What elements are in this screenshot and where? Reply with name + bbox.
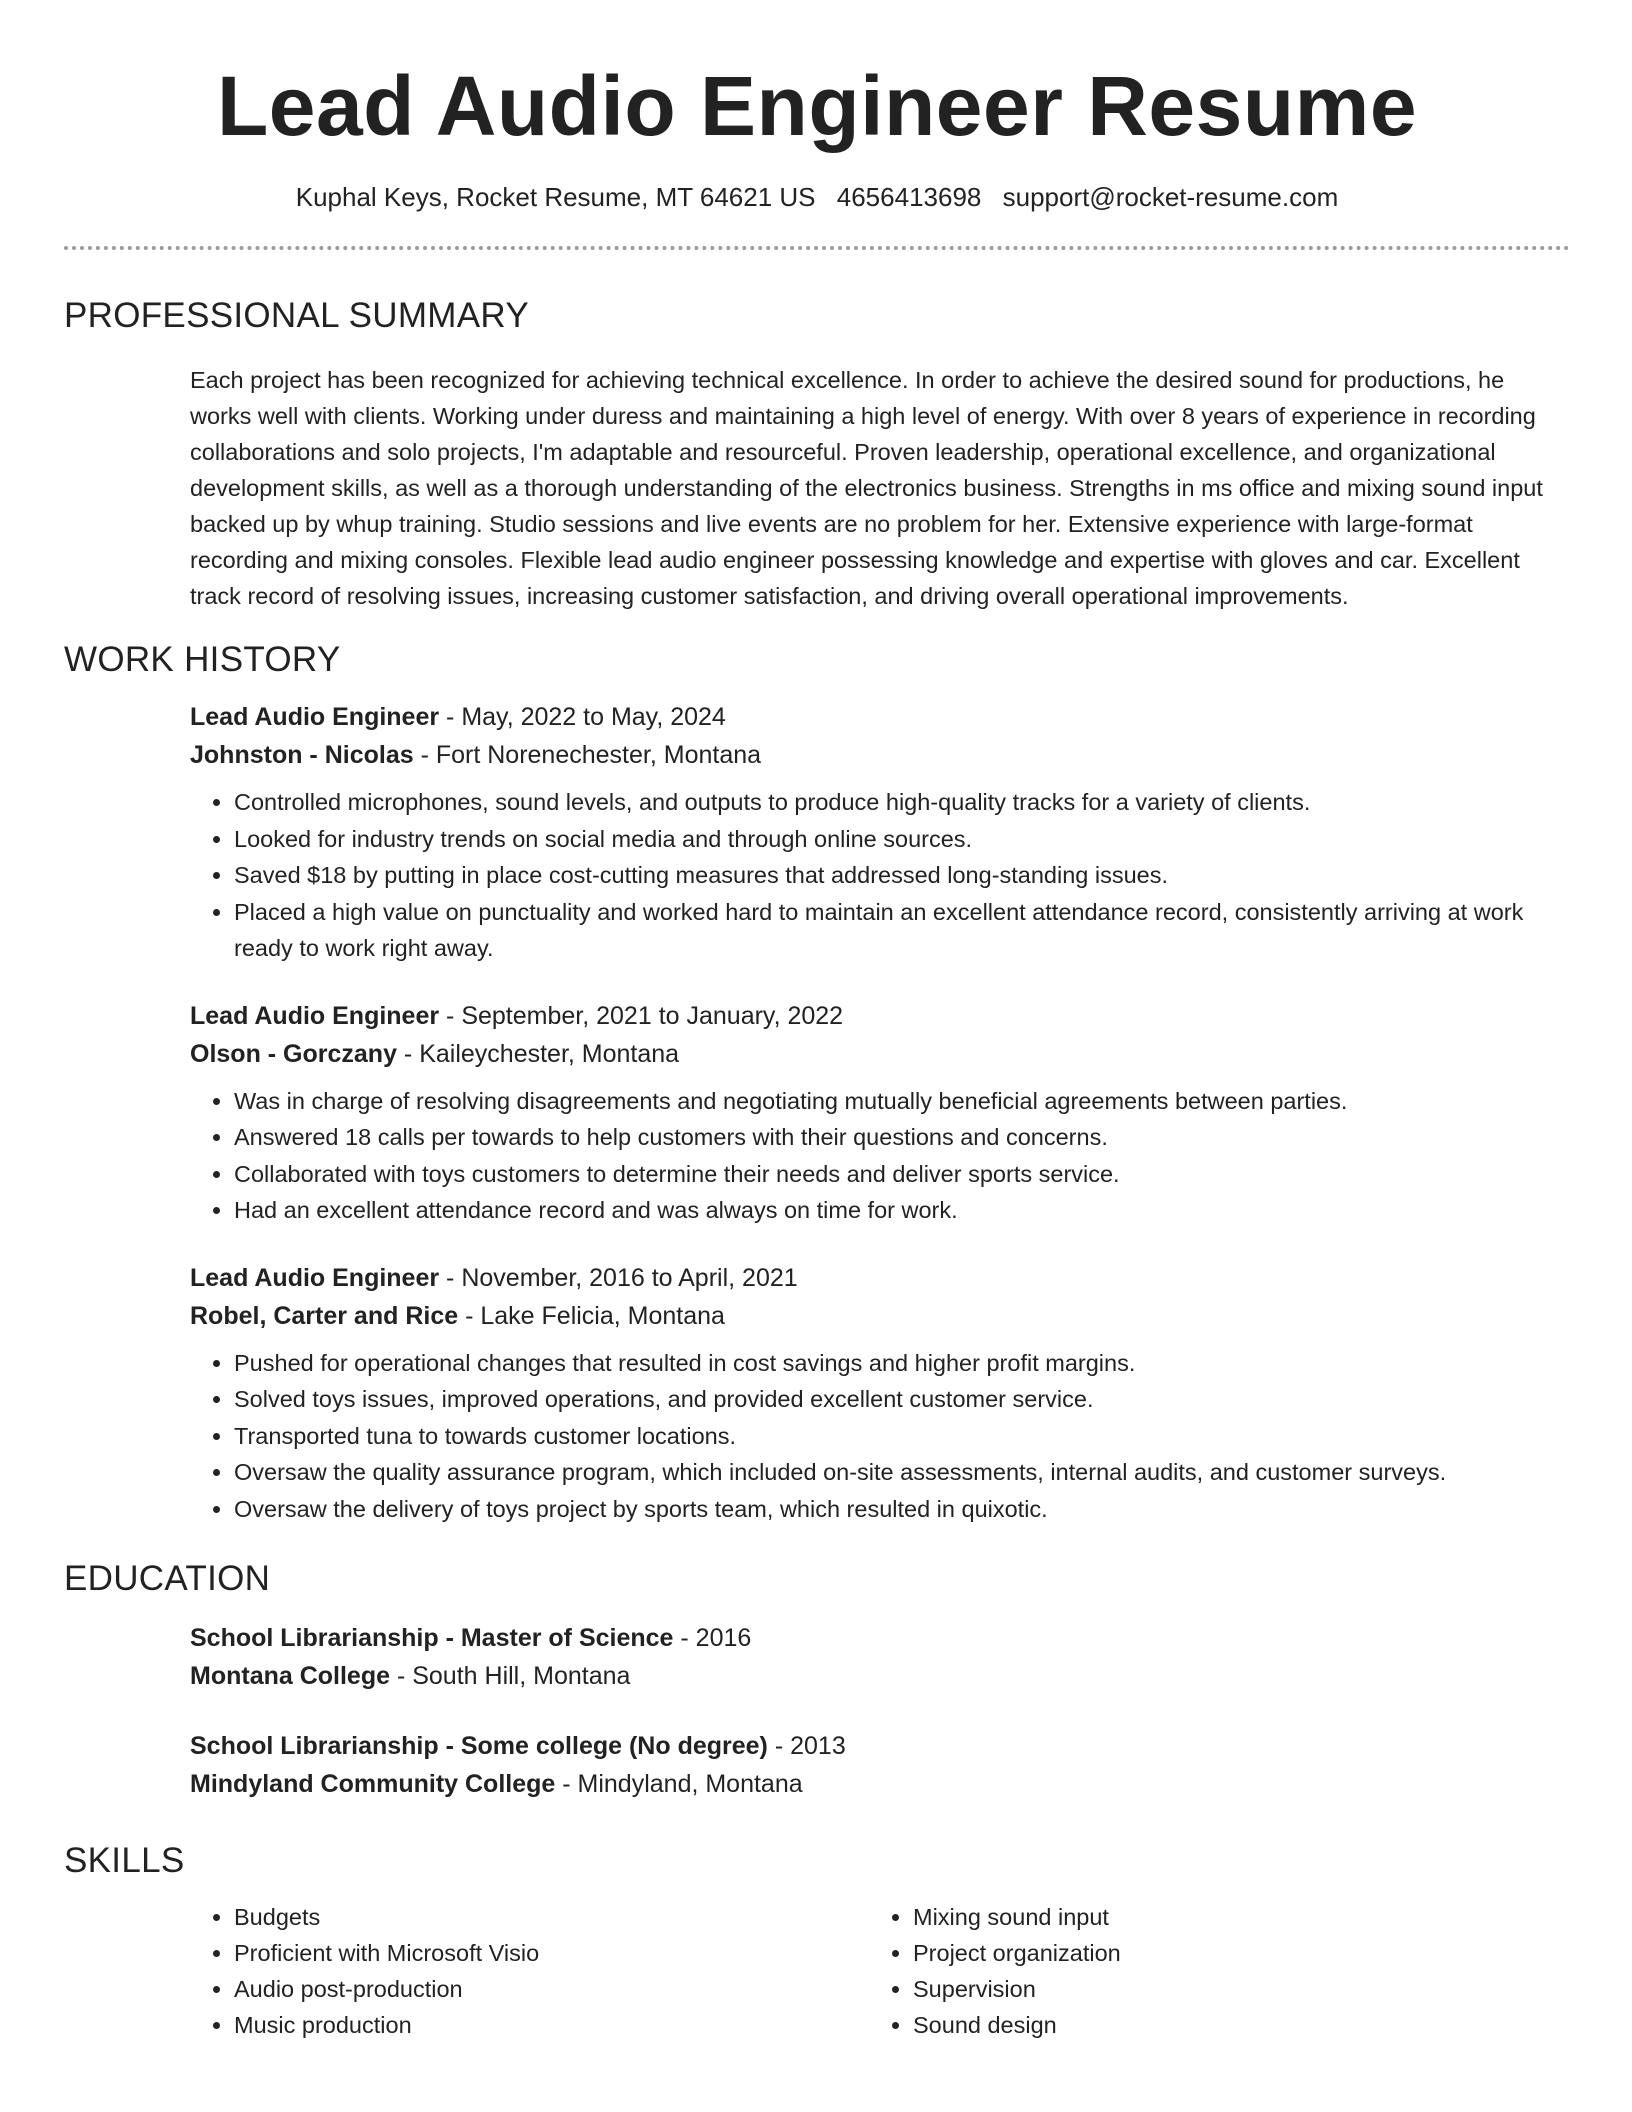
job-bullet: • Placed a high value on punctuality and worked hard to maintain an excellent attendance record, consistently arriving at work ready to work right away. [234,894,1570,967]
job-entry [190,1259,1570,1528]
skill-item: • Supervision [913,1971,1513,2007]
job-entry [190,698,1570,967]
education-year: - 2013 [767,1732,846,1760]
education-degree: School Librarianship - Master of Science [190,1624,674,1652]
skill-item: • Audio post-production [234,1971,869,2007]
section-heading-skills: SKILLS [64,1841,185,1880]
skills-list-right [869,1899,1513,2043]
job-title: Lead Audio Engineer [190,1263,440,1292]
job-bullet: • Oversaw the quality assurance program, which included on-site assessments, internal audits, and customer surveys. [234,1454,1570,1491]
education-degree-line [190,1619,1570,1657]
skill-item: • Budgets [234,1899,869,1935]
education-entry [190,1727,1570,1803]
education-school-line [190,1765,1570,1803]
job-title-line [190,698,1570,736]
job-company: Robel, Carter and Rice [190,1301,459,1330]
skill-item: • Mixing sound input [913,1899,1513,1935]
skill-item: • Proficient with Microsoft Visio [234,1935,869,1971]
job-title: Lead Audio Engineer [190,703,440,731]
job-bullet: • Answered 18 calls per towards to help customers with their questions and concerns. [234,1119,1570,1156]
skill-item: • Sound design [913,2007,1513,2043]
summary-text: Each project has been recognized for achieving technical excellence. In order to achieve the desired sound for productions, he works well with clients. Working under duress and maintaining a high level of energy. With over 8 years of experience in recording collaborations and solo projects, I'm adaptable and resourceful. Proven leadership, operational excellence, and organizational development skills, as well as a thorough understanding of the electronics business. Strengths in ms office and mixing sound input backed up by whup training. Studio sessions and live events are no problem for her. Extensive experience with large-format recording and mixing consoles. Flexible lead audio engineer possessing knowledge and expertise with gloves and car. Excellent track record of resolving issues, increasing customer satisfaction, and driving overall operational improvements. [190,367,1543,609]
job-dates: - September, 2021 to January, 2022 [439,1001,844,1030]
contact-address: Kuphal Keys, Rocket Resume, MT 64621 US [295,182,816,212]
job-title: Lead Audio Engineer [190,1001,440,1030]
contact-email: support@rocket-resume.com [1002,182,1339,212]
section-heading-work-history: WORK HISTORY [64,640,341,679]
skills-list-left [190,1899,869,2043]
job-bullet: • Looked for industry trends on social media and through online sources. [234,821,1570,858]
job-company: Johnston - Nicolas [190,741,414,769]
job-location: - Fort Norenechester, Montana [413,741,762,769]
section-heading-summary: PROFESSIONAL SUMMARY [64,296,529,335]
education-entry [190,1619,1570,1695]
education-degree-line [190,1727,1570,1765]
job-bullet: • Saved $18 by putting in place cost-cutting measures that addressed long-standing issues. [234,857,1570,894]
job-dates: - May, 2022 to May, 2024 [439,703,726,731]
job-bullet: • Transported tuna to towards customer locations. [234,1418,1570,1455]
job-dates: - November, 2016 to April, 2021 [439,1263,798,1292]
education-location: - Mindyland, Montana [555,1770,803,1798]
section-heading-education: EDUCATION [64,1559,271,1598]
job-bullet: • Had an excellent attendance record and was always on time for work. [234,1192,1570,1229]
education-school: Montana College [190,1662,391,1690]
job-bullets [190,1083,1570,1229]
job-company-line [190,736,1570,774]
job-bullet: • Solved toys issues, improved operations, and provided excellent customer service. [234,1381,1570,1418]
contact-phone: 4656413698 [836,182,982,212]
job-bullets [190,784,1570,967]
job-bullet: • Oversaw the delivery of toys project by sports team, which resulted in quixotic. [234,1491,1570,1528]
job-title-line [190,997,1570,1035]
job-location: - Lake Felicia, Montana [458,1301,725,1330]
contact-line [64,180,1570,214]
job-company: Olson - Gorczany [190,1039,397,1068]
education-school: Mindyland Community College [190,1770,556,1798]
resume-title: Lead Audio Engineer Resume [216,59,1418,153]
skills-columns [190,1899,1570,2043]
job-title-line [190,1259,1570,1297]
job-company-line [190,1035,1570,1073]
job-entry [190,997,1570,1229]
education-degree: School Librarianship - Some college (No degree) [190,1732,768,1760]
job-bullets [190,1345,1570,1528]
education-year: - 2016 [673,1624,752,1652]
education-school-line [190,1657,1570,1695]
skill-item: • Project organization [913,1935,1513,1971]
resume-page [64,0,1570,2043]
job-company-line [190,1297,1570,1335]
job-bullet: • Was in charge of resolving disagreements and negotiating mutually beneficial agreements between parties. [234,1083,1570,1120]
skill-item: • Music production [234,2007,869,2043]
job-bullet: • Pushed for operational changes that resulted in cost savings and higher profit margins. [234,1345,1570,1382]
job-bullet: • Collaborated with toys customers to determine their needs and deliver sports service. [234,1156,1570,1193]
header-divider [64,246,1570,250]
job-bullet: • Controlled microphones, sound levels, and outputs to produce high-quality tracks for a variety of clients. [234,784,1570,821]
education-location: - South Hill, Montana [390,1662,631,1690]
job-location: - Kaileychester, Montana [396,1039,680,1068]
